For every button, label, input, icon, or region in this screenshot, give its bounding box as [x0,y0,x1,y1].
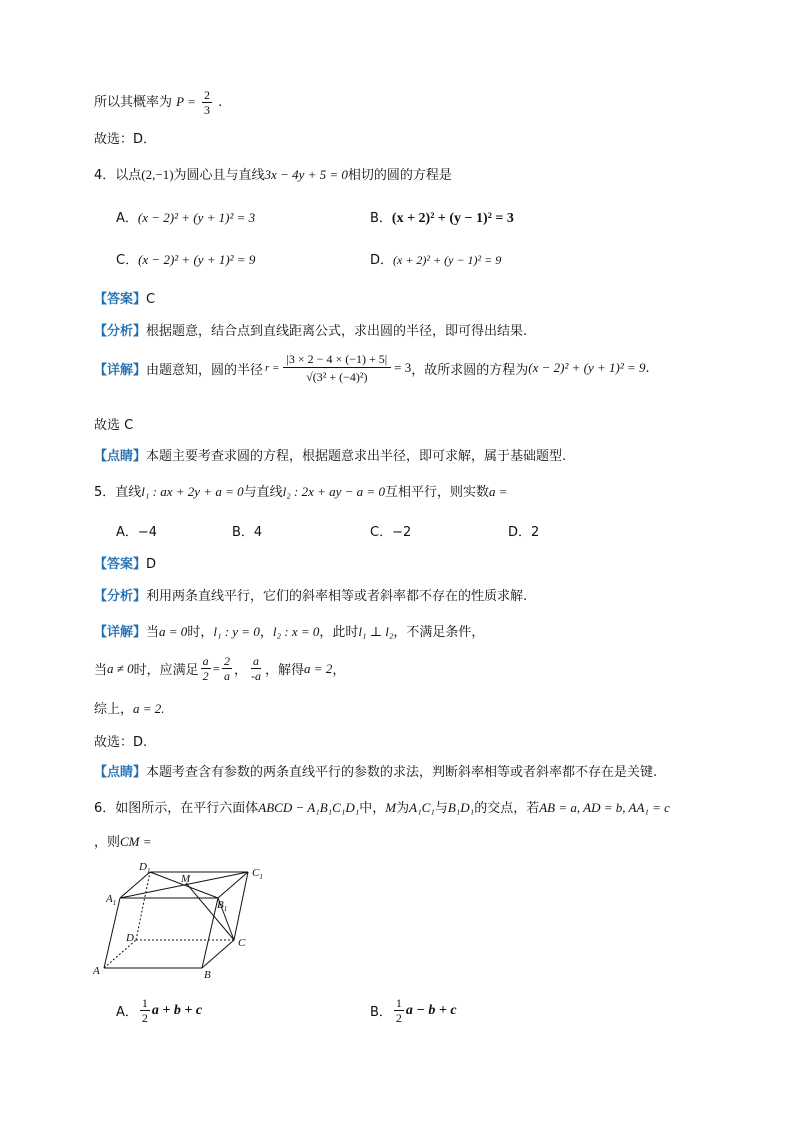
q5-choose: 故选：D. [94,735,148,750]
q4-point: (2,−1) [141,167,174,182]
q4-detail [94,352,650,384]
label-a1: $A_1$ [106,893,117,907]
q5-comment [94,761,657,780]
q4-option-b[interactable] [370,207,514,227]
q6-target: CM = [120,834,152,849]
q6-option-b-label: B． [370,1005,392,1020]
q6-vectors: AB = a, AD = b, AA₁ = c [539,800,670,815]
q5-d2-frac3 [249,654,263,683]
q5-comment-tag: 【点睛】 [94,765,147,780]
q4-detail-eq: = 3 [394,360,412,375]
q4-detail-num: |3 × 2 − 4 × (−1) + 5| [283,352,392,368]
prob-line [94,88,222,117]
q5-d2-sol: a = 2 [304,660,333,676]
q5-d1-sep: ， [259,625,273,640]
q4-option-c-label: C． [116,253,139,268]
label-a: A [93,965,100,977]
q5-d1-pre: 当 [146,625,160,640]
q5-d1-mid2: ，此时 [319,625,359,640]
q5-answer [94,553,156,572]
q5-analysis-text: 利用两条直线平行，它们的斜率相等或者斜率都不存在的性质求解. [146,589,528,604]
label-b1: $B_1$ [217,899,228,913]
q4-comment-text: 本题主要考查求圆的方程，根据题意求出半径，即可求解，属于基础题型. [146,449,567,464]
q6-stem [94,797,670,816]
q5-d2-comma: ， [234,663,248,678]
parallelepiped-figure [90,852,270,984]
edge-bc [202,940,234,968]
prob-expr: P = [176,94,196,109]
q5-detail-tag: 【详解】 [94,625,147,640]
q4-option-d-label: D． [370,253,394,268]
q4-detail-pre: 由题意知，圆的半径 [146,362,264,378]
q5-comment-text: 本题考查含有参数的两条直线平行的参数的求法，判断斜率相等或者斜率都不存在是关键. [146,765,658,780]
q6-option-b-half-num: 1 [395,996,402,1010]
q5-d2-end: ， [332,663,346,678]
q6-option-b-text: a − b + c [405,1002,457,1018]
q4-answer [94,288,155,307]
q5-d1-l2: l₂ : x = 0 [272,624,320,639]
q5-d2-frac2-den: a [224,669,231,683]
q4-comment [94,445,566,464]
q5-option-c[interactable]: C．−2 [370,525,412,540]
q4-stem-post: 相切的圆的方程是 [347,168,452,183]
q5-d2-frac1-den: 2 [202,669,209,683]
edge-bb1 [202,898,218,968]
q4-choose: 故选 C [94,418,134,433]
q4-option-a[interactable] [116,207,255,226]
q4-detail-tag: 【详解】 [94,362,147,378]
q6-m: M [385,800,397,815]
q6-stem-mid1: 中， [359,801,386,816]
q5-l1: l₁ : ax + 2y + a = 0 [141,484,244,499]
q4-stem-pre: 4．以点 [94,168,142,183]
q5-l2: l₂ : 2x + ay − a = 0 [282,484,385,499]
label-b: B [204,969,211,981]
q4-option-c[interactable] [116,249,255,268]
label-d1: $D_1$ [139,861,151,875]
q6-stem-line2 [94,831,152,850]
q5-stem-pre: 5．直线 [94,485,142,500]
q5-answer-value: D [146,557,157,572]
q5-summary-value: a = 2. [133,701,165,716]
q4-stem [94,164,452,183]
q4-stem-mid: 为圆心且与直线 [173,168,265,183]
q5-analysis-tag: 【分析】 [94,589,147,604]
label-c: C [238,937,246,949]
q4-detail-r: r = [265,362,280,374]
prob-end: . [218,95,223,110]
q5-option-b[interactable]: B．4 [232,525,263,540]
q5-d2-eq: = [212,660,221,676]
q4-detail-den: √(3² + (−4)²) [306,370,368,384]
q5-d1-post: ，不满足条件， [393,625,485,640]
q5-d1-a: a = 0 [159,624,188,639]
q6-stem-mid2: 为 [396,801,410,816]
q5-stem-mid: 与直线 [243,485,283,500]
q6-solid: ABCD − A₁B₁C₁D₁ [258,800,360,815]
q4-option-d-text: (x + 2)² + (y − 1)² = 9 [393,253,502,267]
q5-d2-frac1-num: a [202,654,209,668]
q6-option-b[interactable] [370,996,457,1025]
q6-option-b-half [394,996,404,1025]
q5-d1-mid1: 时， [187,625,214,640]
prob-text: 所以其概率为 [94,95,173,110]
q6-diag1: A₁C₁ [409,800,435,815]
q6-option-a-half-num: 1 [141,996,148,1010]
q4-line: 3x − 4y + 5 = 0 [264,167,348,182]
q6-option-a-text: a + b + c [151,1002,203,1018]
label-m: M [181,873,191,885]
q5-detail-line2 [94,654,345,683]
q5-summary-pre: 综上， [94,702,134,717]
q4-answer-value: C [146,292,156,307]
q4-answer-tag: 【答案】 [94,292,147,307]
q4-detail-end: . [645,360,650,376]
q5-d2-frac2 [222,654,232,683]
prob-num: 2 [204,88,211,102]
prob-den: 3 [204,103,211,117]
q6-stem-pre: 6．如图所示，在平行六面体 [94,801,259,816]
q5-d2-frac2-num: 2 [224,654,231,668]
q4-option-b-label: B． [370,211,392,226]
q6-option-a-half-den: 2 [141,1011,148,1025]
q4-detail-post: ，故所求圆的方程为 [411,362,529,378]
q5-stem [94,481,508,500]
q5-d2-mid: 时，应满足 [133,663,199,678]
q6-option-a-half [140,996,150,1025]
q6-stem-mid3: 与 [434,801,448,816]
q6-stem-line2-text: ，则 [94,835,121,850]
q4-option-a-text: (x − 2)² + (y + 1)² = 3 [137,210,256,225]
label-c1: $C_1$ [252,867,263,881]
q5-summary [94,698,165,717]
q6-option-a[interactable] [116,996,202,1025]
prev-choose: 故选：D． [94,132,157,147]
q5-d2-frac3-num: a [253,654,260,668]
q4-option-b-text: (x + 2)² + (y − 1)² = 3 [391,211,514,226]
q5-d2-frac3-den: -a [251,669,262,683]
q4-detail-result: (x − 2)² + (y + 1)² = 9 [528,360,646,375]
q6-stem-mid4: 的交点，若 [474,801,540,816]
q4-analysis-tag: 【分析】 [94,324,147,339]
edge-ad [104,940,136,968]
q6-diag2: B₁D₁ [447,800,475,815]
q5-answer-tag: 【答案】 [94,557,147,572]
prob-fraction [202,88,212,117]
q4-comment-tag: 【点睛】 [94,449,147,464]
q4-detail-fraction [283,352,392,384]
q4-option-c-text: (x − 2)² + (y + 1)² = 9 [138,252,256,267]
q5-option-a[interactable]: A．−4 [116,525,158,540]
q5-analysis [94,585,527,604]
edge-aa1 [104,898,120,968]
label-d: D [126,932,134,944]
q5-detail-line1 [94,621,484,640]
q4-analysis [94,320,527,339]
q5-d2-frac1 [201,654,211,683]
q5-var: a = [488,484,508,499]
q5-d1-perp: l₁ ⊥ l₂ [358,624,394,639]
q4-option-d[interactable] [370,249,501,268]
edge-d1a1 [120,872,150,898]
q6-option-b-half-den: 2 [395,1011,402,1025]
q5-d2-a: a ≠ 0 [107,660,134,676]
q5-d1-l1: l₁ : y = 0 [213,624,260,639]
q5-d2-post: ，解得 [265,663,305,678]
q5-d2-pre: 当 [94,663,108,678]
q6-option-a-label: A． [116,1005,138,1020]
q5-stem-post: 互相平行，则实数 [384,485,489,500]
q4-option-a-label: A． [116,211,138,226]
q5-option-d[interactable]: D．2 [508,525,540,540]
q4-analysis-text: 根据题意，结合点到直线距离公式，求出圆的半径，即可得出结果. [146,324,528,339]
